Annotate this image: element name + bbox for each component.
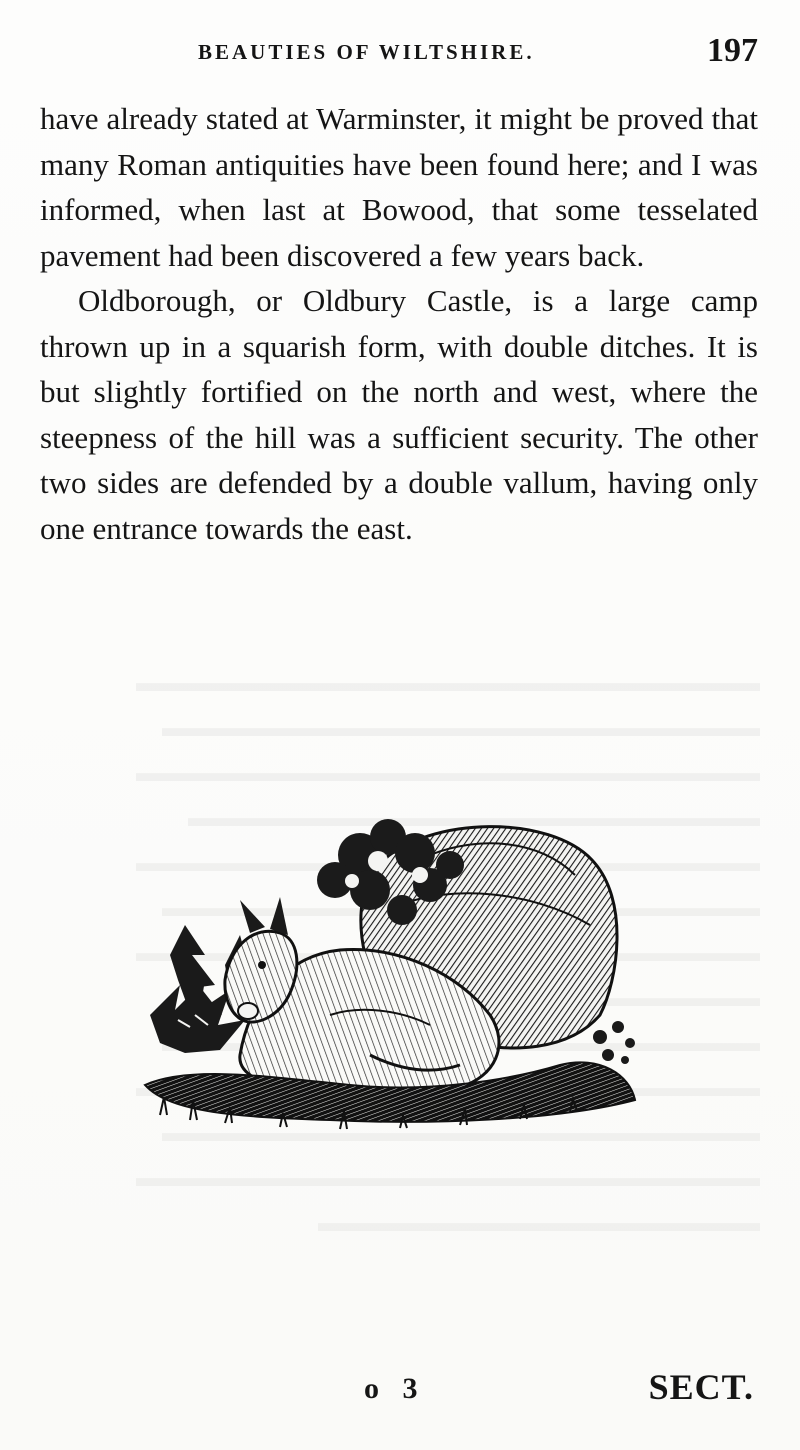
running-head: BEAUTIES OF WILTSHIRE. <box>198 40 535 64</box>
body-text <box>40 96 758 551</box>
page-number: 197 <box>707 32 758 69</box>
woodcut-illustration <box>130 815 650 1150</box>
signature-mark: o 3 <box>364 1372 426 1405</box>
paragraph-oldbury-castle: Oldborough, or Oldbury Castle, is a large camp thrown up in a squarish form, with double ditches. It is but slightly fortified on the north and west, where the steepness of the hill was a sufficient security. The other two sides are defended by a double vallum, having only one entrance towards the east. <box>40 283 758 546</box>
paragraph-continuation: have already stated at Warminster, it might be proved that many Roman antiquities have been found here; and I was informed, when last at Bowood, that some tesselated pavement had been discovered a few years back. <box>40 101 758 273</box>
catchword: SECT. <box>648 1367 754 1407</box>
